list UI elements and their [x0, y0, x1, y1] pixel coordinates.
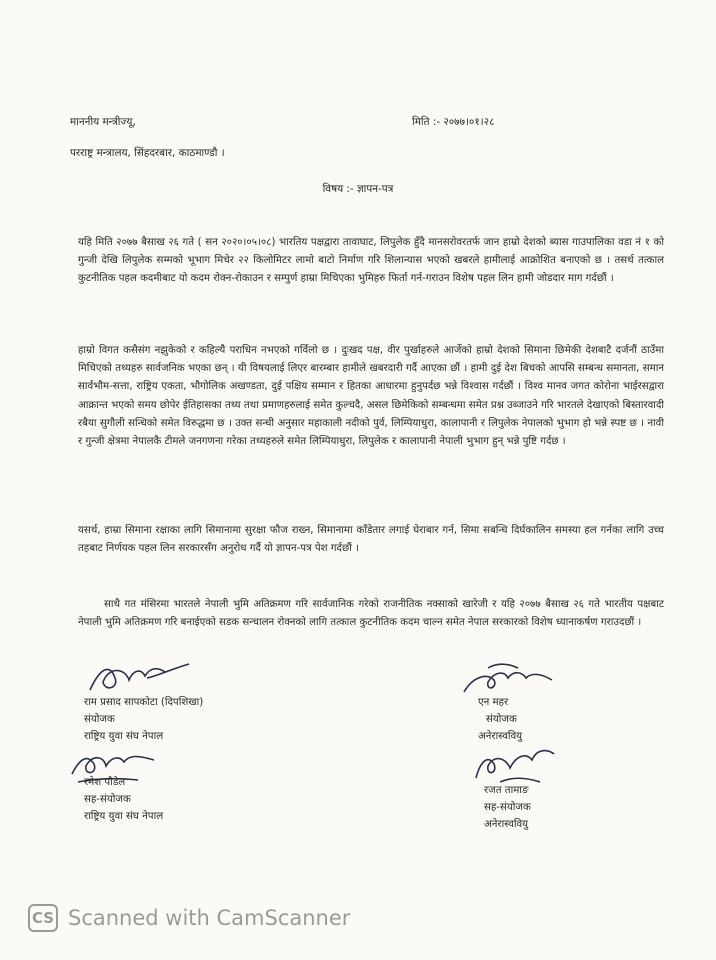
signatory-org: राष्ट्रिय युवा संघ नेपाल	[84, 811, 164, 822]
paragraph-3: यसर्थ, हाम्रा सिमाना रक्षाका लागि सिमानामा सुरक्षा फौज राख्न, सिमानामा काँडेतार लगाई घेराबार गर्न, सिमा सबन्धि दिर्घकालिन समस्या हल गर्नका लागि उच्च तहबाट निर्णयक पहल लिन सरकारसँग अनुरोध गर्दै यो ज्ञापन-पत्र पेश गर्दछौं ।	[78, 525, 664, 555]
signatory-2	[478, 694, 522, 745]
signatory-role: सह-संयोजक	[84, 794, 131, 805]
signatory-name: एन महर	[478, 697, 509, 708]
paragraph-4: साथै गत मंसिरमा भारतले नेपाली भुमि अतिक्रमण गरि सार्वजानिक गरेको राजनीतिक नक्साको खारेजी र यहि २०७७ बैसाख २६ गते भारतीय पक्षबाट नेपाली भुमि अतिक्रमण गरि बनाईएको सडक सन्चालन रोक्नको लागि तत्काल कुटनीतिक कदम चाल्न समेत नेपाल सरकारको विशेष ध्यानाकर्षण गराउदछौं ।	[78, 599, 664, 629]
signature-scribble-1	[85, 658, 195, 698]
salutation: माननीय मन्त्रीज्यू,	[70, 116, 136, 128]
signatory-name: रमेश पौडेल	[84, 777, 126, 788]
signatory-4	[484, 782, 531, 833]
paragraph-2: हाम्रो विगत कसैसंग नझुकेको र कहिल्यै पराधिन नभएको गर्विलो छ । दुःखद पक्ष, वीर पुर्खाहरुले आर्जेको हाम्रो देशको सिमाना छिमेकी देशबाटै दर्जनौं ठाउँमा मिचिएको तथ्यहरु सार्वजनिक भएका छन् । यी विषयलाई लिएर बारम्बार हामीले खबरदारी गर्दै आएका छौं । हामी दुई देश बिचको आपसि सम्बन्ध समानता, समान सार्वभौम-सत्ता, राष्ट्रिय एकता, भौगोलिक अखण्डता, दुई पक्षिय सम्मान र हितका आधारमा हुनुपर्दछ भन्ने विश्वास गर्दछौं । विश्व मानव जगत कोरोना भाईरसद्वारा आक्रान्त भएको समय छोपेर ईतिहासका तथ्य तथा प्रमाणहरुलाई समेत कुल्चदै, असल छिमेकिको सम्बन्धमा समेत प्रश्न उब्जाउने गरि भारतले देखाएको बिस्तारवादी रबैया सुगौली सन्धिको समेत विरुद्धमा छ । उक्त सन्धी अनुसार महाकाली नदीको पुर्व, लिम्पियाधुरा, कालापानी र लिपुलेक नेपालको भुभाग हो भन्ने स्पष्ट छ । नावी र गुन्जी क्षेत्रमा नेपालकै टीमले जनगणना गरेका तथ्यहरुले समेत लिम्पियाधुरा, लिपुलेक र कालापानी नेपाली भुभाग हुन् भन्ने पुष्टि गर्दछ ।	[78, 345, 664, 448]
signatory-3	[84, 774, 163, 825]
signatory-name: राम प्रसाद सापकोटा (दिपशिखा)	[84, 697, 204, 708]
date: मिति :- २०७७।०१।२८	[412, 116, 495, 128]
signatory-1	[84, 694, 203, 745]
signatory-org: अनेरास्ववियु	[484, 819, 529, 830]
camscanner-logo-icon: CS	[28, 904, 58, 932]
signatory-org: राष्ट्रिय युवा संघ नेपाल	[84, 731, 164, 742]
paragraph-1: यहि मिति २०७७ बैसाख २६ गते ( सन २०२०।०५।०८) भारतिय पक्षद्वारा तावाघाट, लिपुलेक हुँदै मानसरोवरतर्फ जान हाम्रो देशको ब्यास गाउपालिका वडा नं १ को गुन्जी देखि लिपुलेक सम्मको भूभाग मिचेर २२ किलोमिटर लामो बाटो निर्माण गरि शिलान्यास भएको खबरले हामीलाई आक्रोशित बनाएको छ । तसर्थ तत्काल कुटनीतिक पहल कदमीबाट यो कदम रोक्न-रोकाउन र सम्पुर्ण हाम्रा मिचिएका भुमिहरु फिर्ता गर्न-गराउन विशेष पहल लिन हामी जोडदार माग गर्दछौं ।	[78, 237, 664, 285]
signatory-org: अनेरास्ववियु	[478, 731, 523, 742]
signatory-name: रजत तामाङ	[484, 785, 529, 796]
signatory-role: संयोजक	[486, 714, 517, 725]
signatory-role: सह-संयोजक	[484, 802, 531, 813]
watermark-text: Scanned with CamScanner	[68, 906, 351, 930]
subject-line: विषय :- ज्ञापन-पत्र	[322, 183, 394, 195]
camscanner-watermark	[28, 904, 350, 932]
signatory-role: संयोजक	[84, 714, 115, 725]
recipient-address: परराष्ट्र मन्त्रालय, सिंहदरबार, काठमाण्डौ ।	[70, 147, 225, 159]
